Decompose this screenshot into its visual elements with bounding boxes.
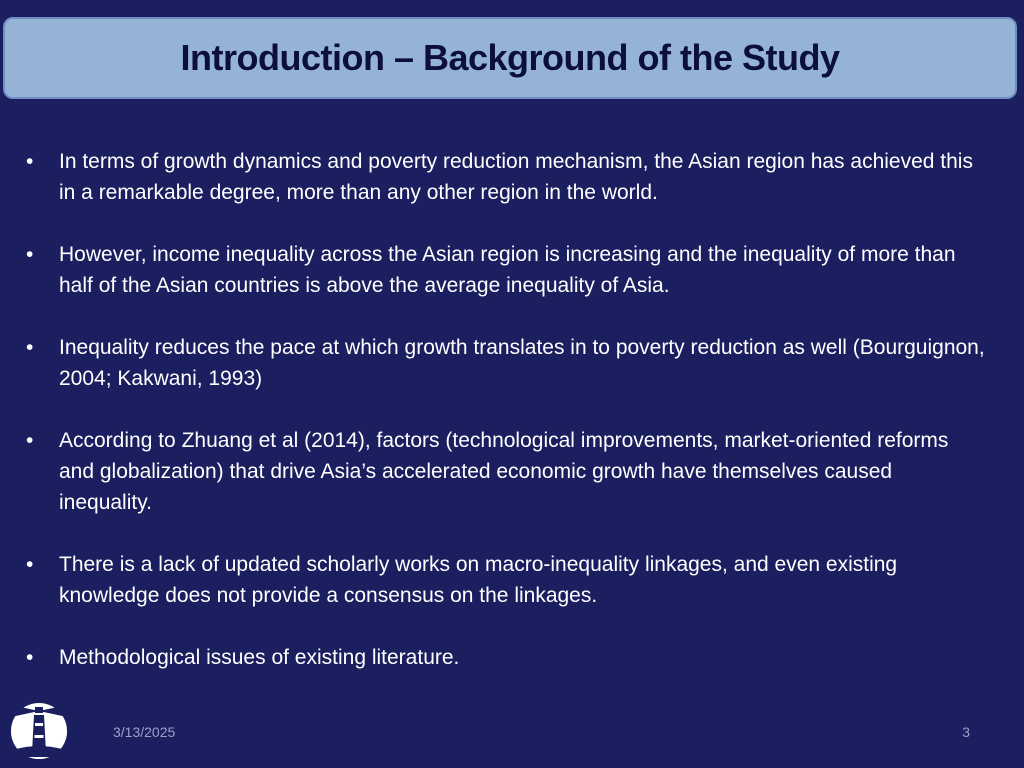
lighthouse-icon xyxy=(8,697,70,761)
bullet-item xyxy=(26,425,986,518)
bullet-item xyxy=(26,549,986,611)
slide-title: Introduction – Background of the Study xyxy=(180,37,840,78)
bullet-text: However, income inequality across the Asian region is increasing and the inequality of more than half of the Asian countries is above the average inequality of Asia. xyxy=(59,243,956,297)
bullet-item xyxy=(26,239,986,301)
bullet-marker: • xyxy=(26,646,34,669)
bullet-item xyxy=(26,642,986,673)
bullet-item xyxy=(26,146,986,208)
bullet-marker: • xyxy=(26,150,34,173)
bullet-marker: • xyxy=(26,336,34,359)
page-number: 3 xyxy=(962,724,970,740)
bullet-marker: • xyxy=(26,243,34,266)
bullet-list xyxy=(26,146,986,704)
bullet-text: According to Zhuang et al (2014), factors (technological improvements, market-oriented reforms and globalization) that drive Asia’s accelerated economic growth have themselves caused inequality. xyxy=(59,429,949,514)
bullet-text: In terms of growth dynamics and poverty reduction mechanism, the Asian region has achieved this in a remarkable degree, more than any other region in the world. xyxy=(59,150,973,204)
bullet-text: There is a lack of updated scholarly works on macro-inequality linkages, and even existing knowledge does not provide a consensus on the linkages. xyxy=(59,553,898,607)
bullet-item xyxy=(26,332,986,394)
bullet-marker: • xyxy=(26,553,34,576)
title-box xyxy=(3,17,1017,99)
bullet-marker: • xyxy=(26,429,34,452)
footer-date: 3/13/2025 xyxy=(113,724,176,740)
bullet-text: Methodological issues of existing literature. xyxy=(59,646,460,669)
bullet-text: Inequality reduces the pace at which growth translates in to poverty reduction as well (Bourguignon, 2004; Kakwani, 1993) xyxy=(59,336,985,390)
